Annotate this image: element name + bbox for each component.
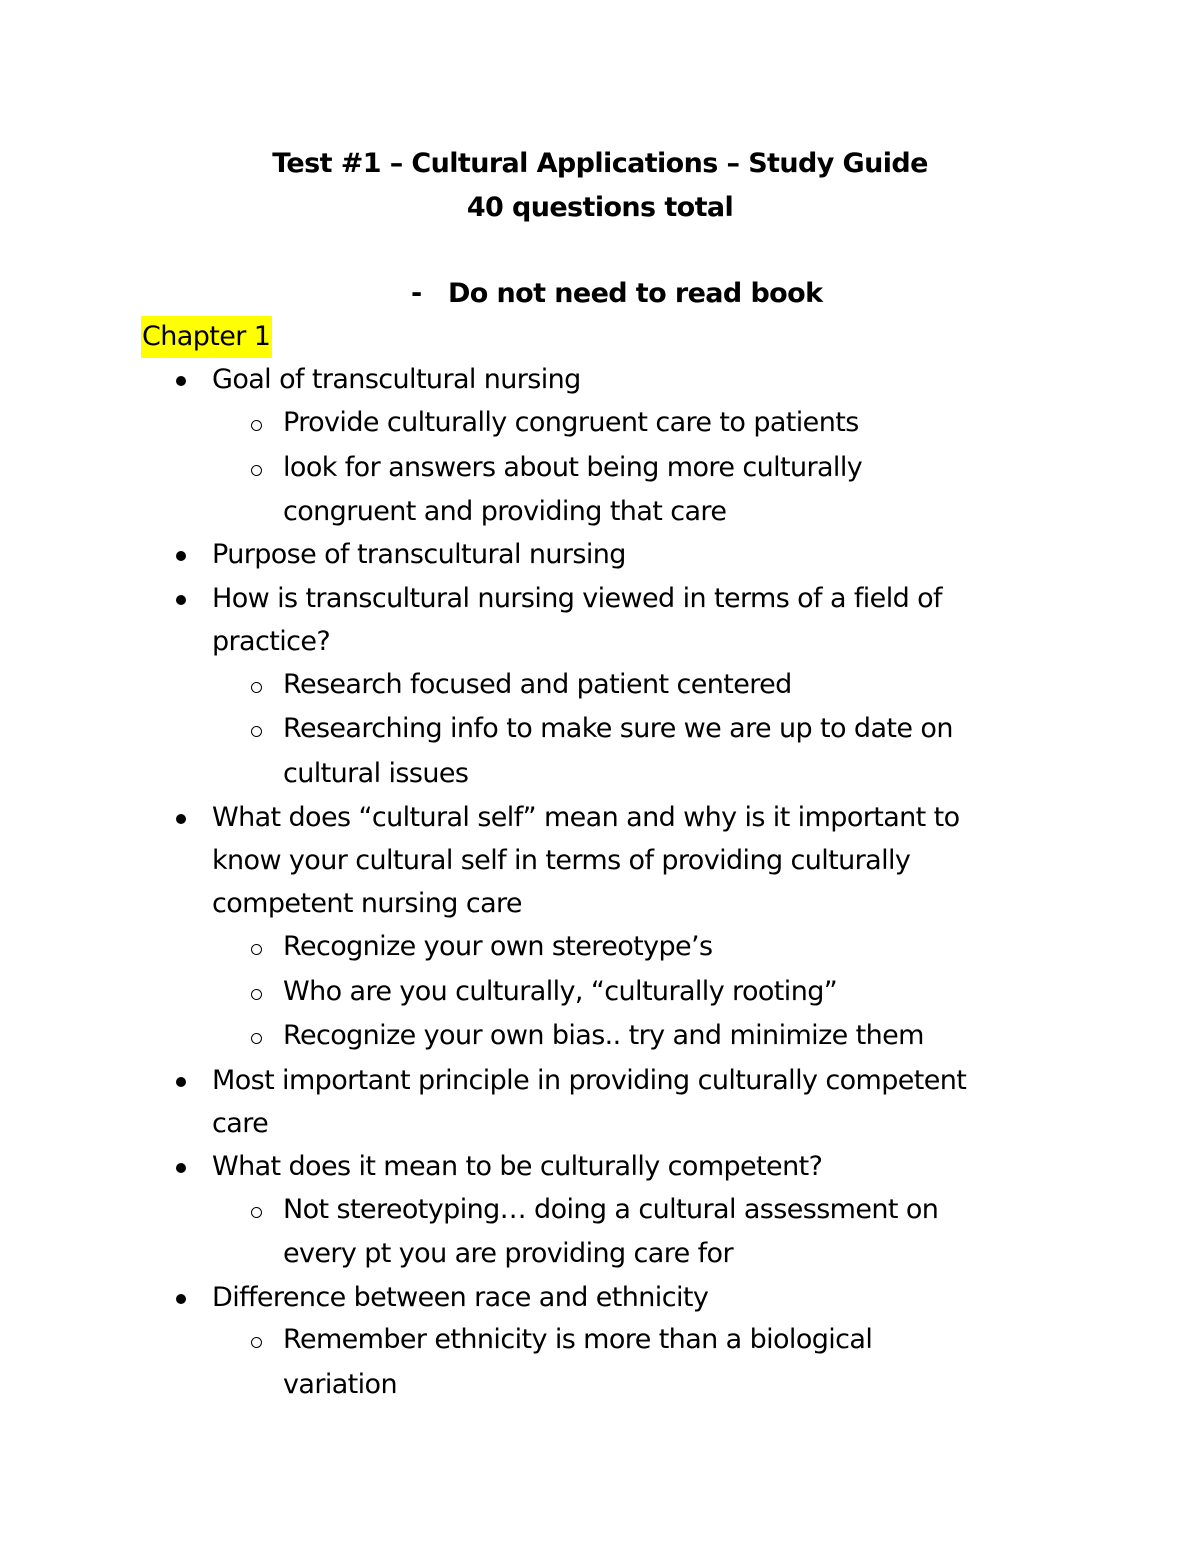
dash-marker: -: [411, 278, 422, 309]
sub-bullet-icon: [251, 682, 262, 693]
document-subtitle: 40 questions total: [466, 192, 734, 223]
sub-list-item: Research focused and patient centered: [283, 669, 792, 700]
sub-bullet-icon: [251, 1207, 262, 1218]
sub-bullet-icon: [251, 1337, 262, 1348]
list-item: How is transcultural nursing viewed in terms of a field of: [212, 583, 942, 614]
sub-list-item: Remember ethnicity is more than a biological: [283, 1324, 873, 1355]
bullet-icon: [176, 595, 186, 605]
list-item-continuation: care: [212, 1108, 269, 1139]
note-line: [411, 272, 822, 316]
sub-list-item: Researching info to make sure we are up to date on: [283, 713, 953, 744]
sub-list-item-continuation: every pt you are providing care for: [283, 1238, 733, 1269]
list-item-continuation: competent nursing care: [212, 888, 522, 919]
sub-bullet-icon: [251, 989, 262, 1000]
sub-list-item: look for answers about being more culturally: [283, 452, 863, 483]
list-item: Goal of transcultural nursing: [212, 364, 581, 395]
note-text: Do not need to read book: [448, 278, 823, 309]
sub-bullet-icon: [251, 465, 262, 476]
sub-list-item: Who are you culturally, “culturally rooting”: [283, 976, 838, 1007]
list-item: What does “cultural self” mean and why is it important to: [212, 802, 960, 833]
chapter-heading: Chapter 1: [141, 316, 272, 358]
document-title: Test #1 – Cultural Applications – Study Guide: [272, 148, 928, 179]
list-item: Difference between race and ethnicity: [212, 1282, 709, 1313]
sub-list-item: Provide culturally congruent care to patients: [283, 407, 859, 438]
sub-bullet-icon: [251, 944, 262, 955]
sub-bullet-icon: [251, 420, 262, 431]
sub-list-item: Not stereotyping… doing a cultural assessment on: [283, 1194, 939, 1225]
list-item-continuation: practice?: [212, 626, 331, 657]
bullet-icon: [176, 1163, 186, 1173]
sub-list-item-continuation: variation: [283, 1369, 397, 1400]
sub-list-item: Recognize your own stereotype’s: [283, 931, 713, 962]
list-item-continuation: know your cultural self in terms of providing culturally: [212, 845, 911, 876]
sub-list-item-continuation: congruent and providing that care: [283, 496, 727, 527]
bullet-icon: [176, 1294, 186, 1304]
bullet-icon: [176, 814, 186, 824]
sub-bullet-icon: [251, 1033, 262, 1044]
list-item: Most important principle in providing culturally competent: [212, 1065, 967, 1096]
bullet-icon: [176, 376, 186, 386]
list-item: Purpose of transcultural nursing: [212, 539, 626, 570]
sub-list-item: Recognize your own bias.. try and minimize them: [283, 1020, 924, 1051]
sub-bullet-icon: [251, 726, 262, 737]
list-item: What does it mean to be culturally competent?: [212, 1151, 823, 1182]
bullet-icon: [176, 1077, 186, 1087]
bullet-icon: [176, 551, 186, 561]
sub-list-item-continuation: cultural issues: [283, 758, 469, 789]
